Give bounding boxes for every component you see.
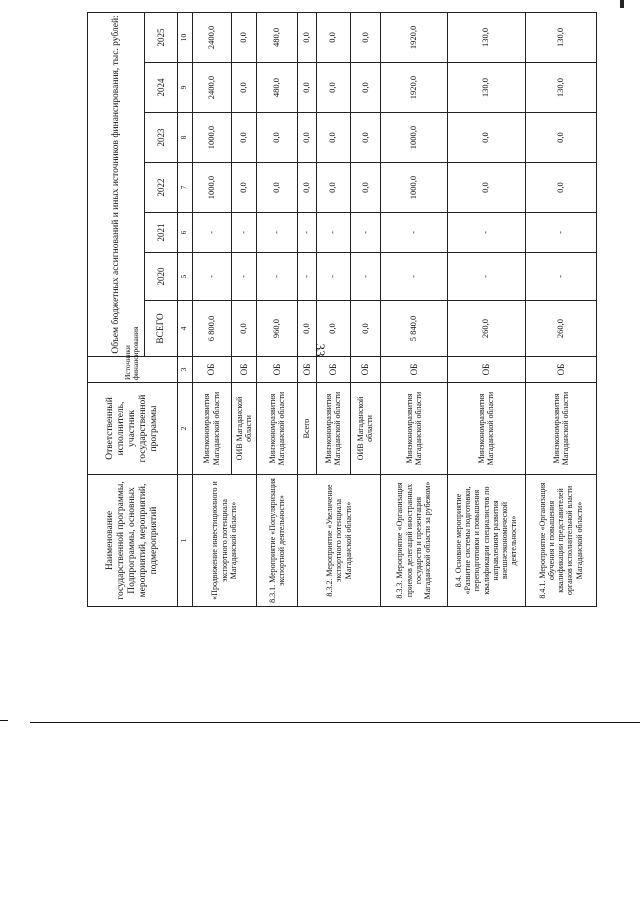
row-source: ОБ <box>256 357 297 383</box>
row-executor: ОИВ Магаданской области <box>231 383 256 475</box>
row-total: 0,0 <box>351 301 381 357</box>
column-number: 7 <box>177 163 192 213</box>
row-total: 260,0 <box>447 301 525 357</box>
column-number-row <box>177 12 192 606</box>
row-source: ОБ <box>316 357 350 383</box>
row-value: 0,0 <box>316 63 350 113</box>
row-value: - <box>256 253 297 301</box>
row-value: - <box>380 213 447 253</box>
header-year: 2021 <box>145 213 177 253</box>
column-number: 1 <box>177 475 192 607</box>
table-row <box>380 12 447 606</box>
row-value: 0,0 <box>351 63 381 113</box>
header-source: Источники финансирования <box>88 357 178 383</box>
scan-artifact <box>620 0 624 8</box>
row-value: 130,0 <box>447 12 525 62</box>
financing-table <box>87 12 597 607</box>
row-value: - <box>316 253 350 301</box>
row-value: - <box>447 213 525 253</box>
header-volume: Объем бюджетных ассигнований и иных источников финансирования, тыс. рублей: <box>88 12 145 356</box>
row-value: 0,0 <box>351 113 381 163</box>
column-number: 3 <box>177 357 192 383</box>
row-value: 0,0 <box>525 113 596 163</box>
row-executor: Минэкономразвития Магаданской области <box>192 383 231 475</box>
row-value: - <box>351 213 381 253</box>
row-value: 0,0 <box>256 163 297 213</box>
row-source: ОБ <box>380 357 447 383</box>
row-value: 1000,0 <box>380 113 447 163</box>
row-name: 8.4.1. Мероприятие «Организация обучения и повышения квалификации представителей органов исполнительной власти Магаданской области» <box>525 475 596 607</box>
row-value: 480,0 <box>256 63 297 113</box>
page-bottom-rule <box>30 722 640 723</box>
row-value: 0,0 <box>316 12 350 62</box>
left-margin-mark <box>0 720 8 721</box>
row-name: 8.3.1. Мероприятие «Популяризация экспортной деятельности» <box>256 475 297 607</box>
row-value: 1000,0 <box>192 163 231 213</box>
row-value: 0,0 <box>256 113 297 163</box>
header-executor: Ответственный исполнитель, участник государственной программы <box>88 383 178 475</box>
row-executor: Минэкономразвития Магаданской области <box>256 383 297 475</box>
row-executor: Минэкономразвития Магаданской области <box>380 383 447 475</box>
table-row <box>525 12 596 606</box>
row-value: 0,0 <box>298 163 316 213</box>
row-value: - <box>298 253 316 301</box>
header-row-1 <box>88 12 145 606</box>
column-number: 4 <box>177 301 192 357</box>
column-number: 9 <box>177 63 192 113</box>
row-value: 0,0 <box>351 12 381 62</box>
row-value: - <box>447 253 525 301</box>
row-value: 0,0 <box>231 63 256 113</box>
row-value: 0,0 <box>316 163 350 213</box>
row-source: ОБ <box>447 357 525 383</box>
row-value: 130,0 <box>525 12 596 62</box>
rotated-table-container <box>87 13 597 607</box>
row-source: ОБ <box>351 357 381 383</box>
row-value: 2400,0 <box>192 12 231 62</box>
row-value: - <box>316 213 350 253</box>
row-value: 2400,0 <box>192 63 231 113</box>
header-year: 2023 <box>145 113 177 163</box>
row-total: 6 800,0 <box>192 301 231 357</box>
row-total: 0,0 <box>298 301 316 357</box>
row-value: - <box>231 253 256 301</box>
row-value: 0,0 <box>298 63 316 113</box>
table-row <box>447 12 525 606</box>
header-name: Наименование государственной программы, Подпрограммы, основных мероприятий, мероприятий, подмероприятий <box>88 475 178 607</box>
header-year: 2024 <box>145 63 177 113</box>
row-value: 130,0 <box>447 63 525 113</box>
row-name: 8.3.2. Мероприятие «Увеличение экспортного потенциала Магаданской области» <box>298 475 381 607</box>
row-executor: Минэкономразвития Магаданской области <box>316 383 350 475</box>
row-total: 5 840,0 <box>380 301 447 357</box>
column-number: 10 <box>177 12 192 62</box>
row-value: - <box>351 253 381 301</box>
row-value: - <box>231 213 256 253</box>
row-executor: Минэкономразвития Магаданской области <box>447 383 525 475</box>
header-year: 2025 <box>145 12 177 62</box>
row-name: 8.3.3. Мероприятие «Организация приемов делегаций иностранных государств и презентация Магаданской области за рубежом» <box>380 475 447 607</box>
row-value: 1920,0 <box>380 63 447 113</box>
column-number: 5 <box>177 253 192 301</box>
row-executor: Всего <box>298 383 316 475</box>
row-total: 0,0 <box>316 301 350 357</box>
row-value: 0,0 <box>447 113 525 163</box>
row-value: 0,0 <box>351 163 381 213</box>
row-value: - <box>192 213 231 253</box>
row-source: ОБ <box>298 357 316 383</box>
row-value: 0,0 <box>447 163 525 213</box>
row-value: 1000,0 <box>192 113 231 163</box>
column-number: 2 <box>177 383 192 475</box>
row-value: - <box>525 213 596 253</box>
column-number: 6 <box>177 213 192 253</box>
row-executor: Минэкономразвития Магаданской области <box>525 383 596 475</box>
row-total: 0,0 <box>231 301 256 357</box>
column-number: 8 <box>177 113 192 163</box>
row-value: 0,0 <box>231 113 256 163</box>
row-value: - <box>525 253 596 301</box>
page-number: 33 <box>313 343 328 357</box>
row-name: 8.4. Основное мероприятие «Развитие системы подготовки, переподготовки и повышения квалификации специалистов по направлениям развития внешнеэкономической деятельности» <box>447 475 525 607</box>
row-source: ОБ <box>231 357 256 383</box>
header-year: 2022 <box>145 163 177 213</box>
row-value: 130,0 <box>525 63 596 113</box>
row-value: - <box>298 213 316 253</box>
row-value: 1000,0 <box>380 163 447 213</box>
row-value: 0,0 <box>298 113 316 163</box>
row-value: 0,0 <box>231 163 256 213</box>
row-value: - <box>380 253 447 301</box>
table-row <box>256 12 297 606</box>
row-value: - <box>192 253 231 301</box>
row-source: ОБ <box>525 357 596 383</box>
row-value: 0,0 <box>231 12 256 62</box>
row-value: 0,0 <box>525 163 596 213</box>
row-executor: ОИВ Магаданской области <box>351 383 381 475</box>
row-value: 480,0 <box>256 12 297 62</box>
row-value: 1920,0 <box>380 12 447 62</box>
row-source: ОБ <box>192 357 231 383</box>
row-value: 0,0 <box>316 113 350 163</box>
row-value: 0,0 <box>298 12 316 62</box>
row-name: «Продвижение инвестиционного и экспортного потенциала Магаданской области» <box>192 475 256 607</box>
table-row <box>192 12 231 606</box>
row-total: 960,0 <box>256 301 297 357</box>
row-value: - <box>256 213 297 253</box>
row-total: 260,0 <box>525 301 596 357</box>
header-year: 2020 <box>145 253 177 301</box>
table-row <box>298 12 316 606</box>
header-total: ВСЕГО <box>145 301 177 357</box>
